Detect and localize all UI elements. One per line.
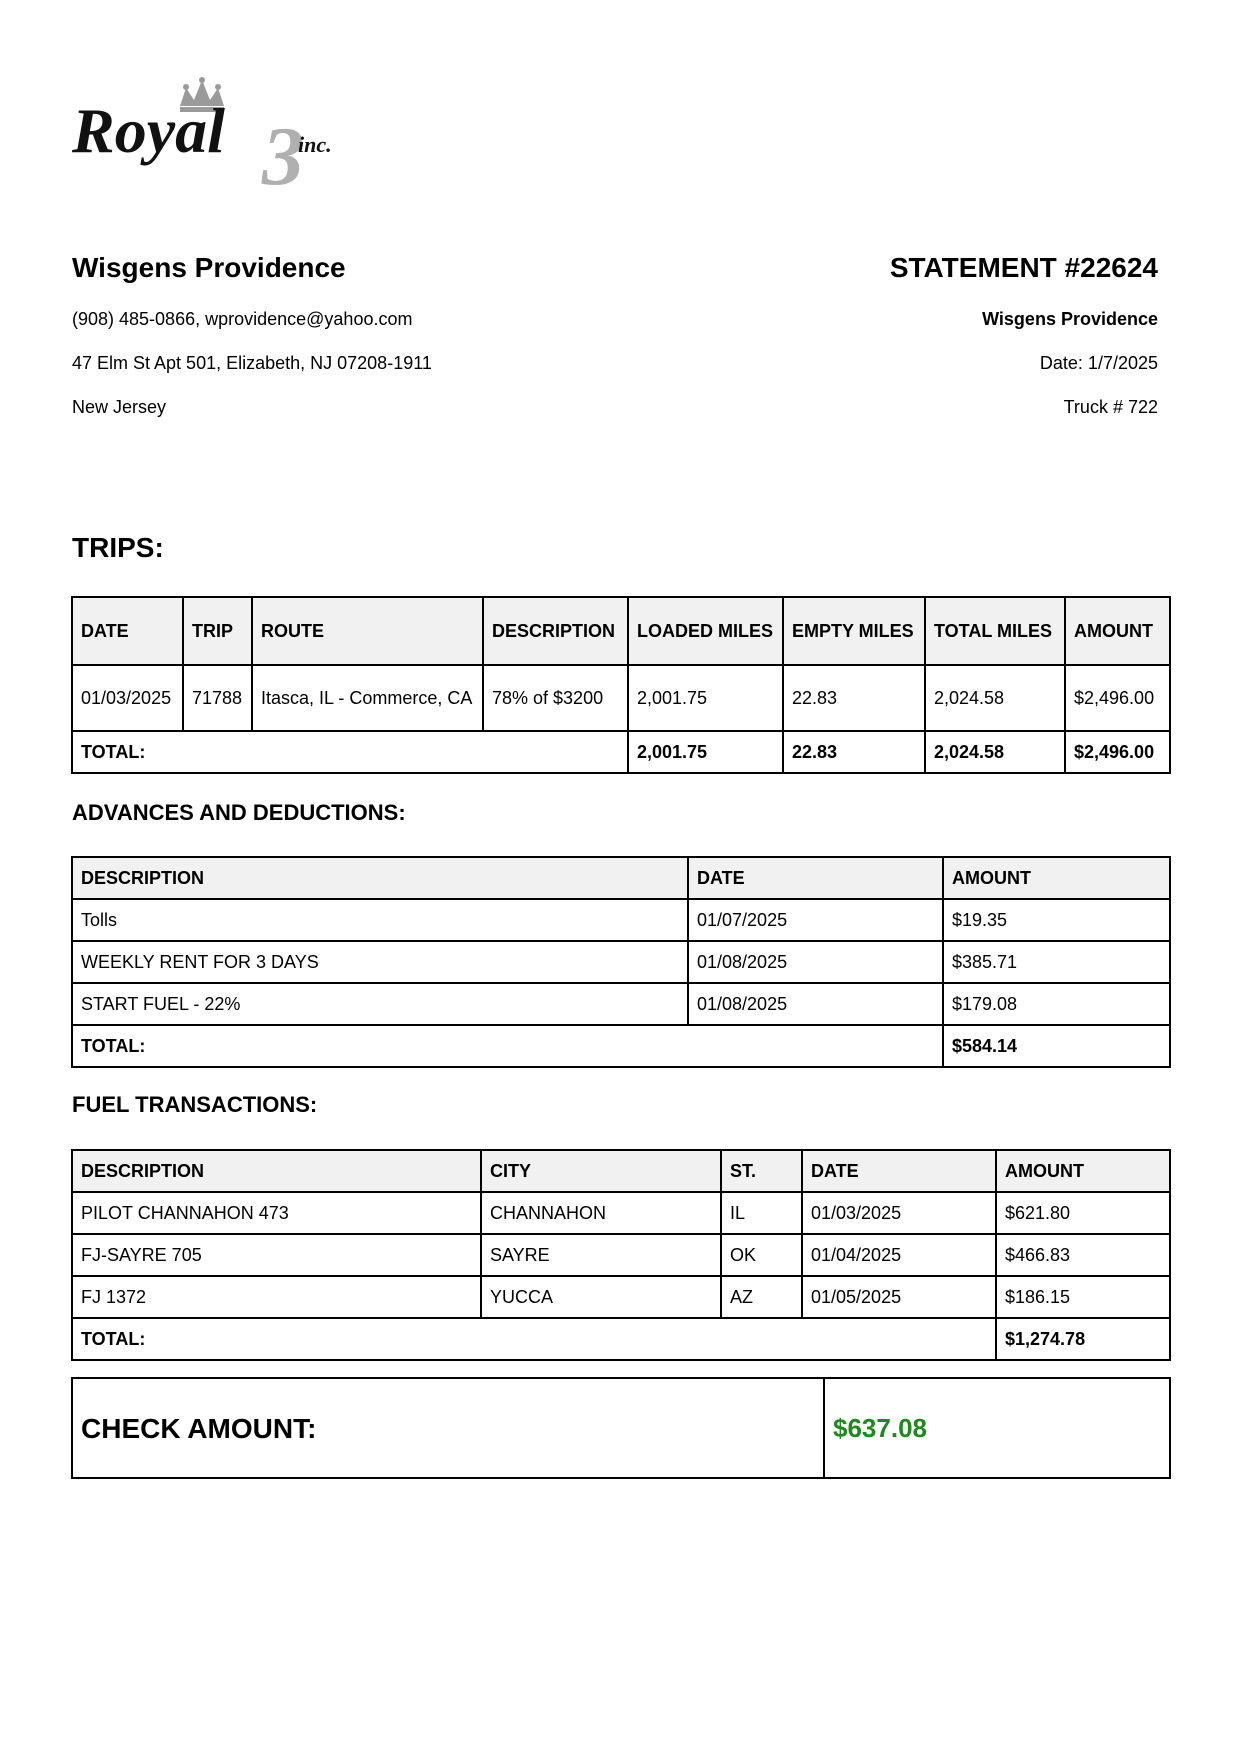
trip-date: 01/03/2025 (72, 665, 183, 731)
check-amount-table (71, 1377, 1171, 1479)
fuel-header-amount: AMOUNT (996, 1150, 1170, 1192)
fuel-city: SAYRE (481, 1234, 721, 1276)
trip-description: 78% of $3200 (483, 665, 628, 731)
logo-numeral: 3 (262, 110, 304, 196)
trips-header-empty-miles: EMPTY MILES (783, 597, 925, 665)
trip-empty-miles: 22.83 (783, 665, 925, 731)
trips-header-trip: TRIP (183, 597, 252, 665)
fuel-header-description: DESCRIPTION (72, 1150, 481, 1192)
trips-header-total-miles: TOTAL MILES (925, 597, 1065, 665)
fuel-title: FUEL TRANSACTIONS: (72, 1092, 318, 1117)
trips-total-miles: 2,024.58 (925, 731, 1065, 773)
advance-description: START FUEL - 22% (72, 983, 688, 1025)
check-amount-row (72, 1378, 1170, 1478)
trips-title: TRIPS: (72, 532, 164, 563)
fuel-date: 01/03/2025 (802, 1192, 996, 1234)
advance-description: Tolls (72, 899, 688, 941)
driver-info (72, 250, 632, 440)
table-row (72, 665, 1170, 731)
trips-header-loaded-miles: LOADED MILES (628, 597, 783, 665)
trips-total-row (72, 731, 1170, 773)
advances-total-amount: $584.14 (943, 1025, 1170, 1067)
statement-info (658, 250, 1158, 440)
table-row (72, 1276, 1170, 1318)
trips-total-label: TOTAL: (72, 731, 628, 773)
advance-date: 01/08/2025 (688, 983, 943, 1025)
advance-amount: $179.08 (943, 983, 1170, 1025)
fuel-state: OK (721, 1234, 802, 1276)
fuel-total-row (72, 1318, 1170, 1360)
fuel-city: YUCCA (481, 1276, 721, 1318)
fuel-table (71, 1149, 1171, 1361)
check-amount-label: CHECK AMOUNT: (72, 1378, 824, 1478)
trips-table (71, 596, 1171, 774)
trips-total-amount: $2,496.00 (1065, 731, 1170, 773)
fuel-date: 01/05/2025 (802, 1276, 996, 1318)
logo-brand-text: Royal (72, 95, 225, 166)
advance-amount: $19.35 (943, 899, 1170, 941)
driver-name: Wisgens Providence (72, 252, 346, 283)
table-row (72, 1192, 1170, 1234)
fuel-amount: $186.15 (996, 1276, 1170, 1318)
fuel-date: 01/04/2025 (802, 1234, 996, 1276)
fuel-header-row (72, 1150, 1170, 1192)
trips-total-loaded: 2,001.75 (628, 731, 783, 773)
fuel-state: IL (721, 1192, 802, 1234)
trips-header-row (72, 597, 1170, 665)
trips-header-date: DATE (72, 597, 183, 665)
driver-address: 47 Elm St Apt 501, Elizabeth, NJ 07208-1911 (72, 353, 432, 373)
fuel-header-city: CITY (481, 1150, 721, 1192)
fuel-city: CHANNAHON (481, 1192, 721, 1234)
table-row (72, 1234, 1170, 1276)
advances-total-label: TOTAL: (72, 1025, 943, 1067)
trip-total-miles: 2,024.58 (925, 665, 1065, 731)
advances-header-date: DATE (688, 857, 943, 899)
royal3-logo-graphic (72, 76, 392, 196)
table-row (72, 941, 1170, 983)
fuel-total-amount: $1,274.78 (996, 1318, 1170, 1360)
fuel-description: FJ-SAYRE 705 (72, 1234, 481, 1276)
statement-truck: Truck # 722 (1063, 397, 1158, 417)
advance-date: 01/07/2025 (688, 899, 943, 941)
table-row (72, 899, 1170, 941)
fuel-amount: $621.80 (996, 1192, 1170, 1234)
fuel-header-date: DATE (802, 1150, 996, 1192)
statement-title: STATEMENT #22624 (889, 252, 1158, 283)
driver-state: New Jersey (72, 397, 167, 417)
statement-date: Date: 1/7/2025 (1039, 353, 1158, 373)
advance-description: WEEKLY RENT FOR 3 DAYS (72, 941, 688, 983)
trips-header-route: ROUTE (252, 597, 483, 665)
advances-total-row (72, 1025, 1170, 1067)
trips-header-description: DESCRIPTION (483, 597, 628, 665)
statement-name: Wisgens Providence (982, 309, 1158, 329)
trips-header-amount: AMOUNT (1065, 597, 1170, 665)
advances-title: ADVANCES AND DEDUCTIONS: (72, 800, 406, 825)
driver-contact: (908) 485-0866, wprovidence@yahoo.com (72, 309, 413, 329)
advance-date: 01/08/2025 (688, 941, 943, 983)
company-logo (72, 76, 392, 196)
check-amount-value: $637.08 (824, 1378, 1170, 1478)
advances-header-amount: AMOUNT (943, 857, 1170, 899)
advances-table (71, 856, 1171, 1068)
fuel-description: FJ 1372 (72, 1276, 481, 1318)
trip-route: Itasca, IL - Commerce, CA (252, 665, 483, 731)
trip-loaded-miles: 2,001.75 (628, 665, 783, 731)
fuel-description: PILOT CHANNAHON 473 (72, 1192, 481, 1234)
advance-amount: $385.71 (943, 941, 1170, 983)
advances-header-row (72, 857, 1170, 899)
fuel-amount: $466.83 (996, 1234, 1170, 1276)
trip-amount: $2,496.00 (1065, 665, 1170, 731)
fuel-total-label: TOTAL: (72, 1318, 996, 1360)
fuel-header-state: ST. (721, 1150, 802, 1192)
advances-header-description: DESCRIPTION (72, 857, 688, 899)
table-row (72, 983, 1170, 1025)
trips-total-empty: 22.83 (783, 731, 925, 773)
trip-number: 71788 (183, 665, 252, 731)
logo-suffix: inc. (298, 132, 332, 157)
fuel-state: AZ (721, 1276, 802, 1318)
